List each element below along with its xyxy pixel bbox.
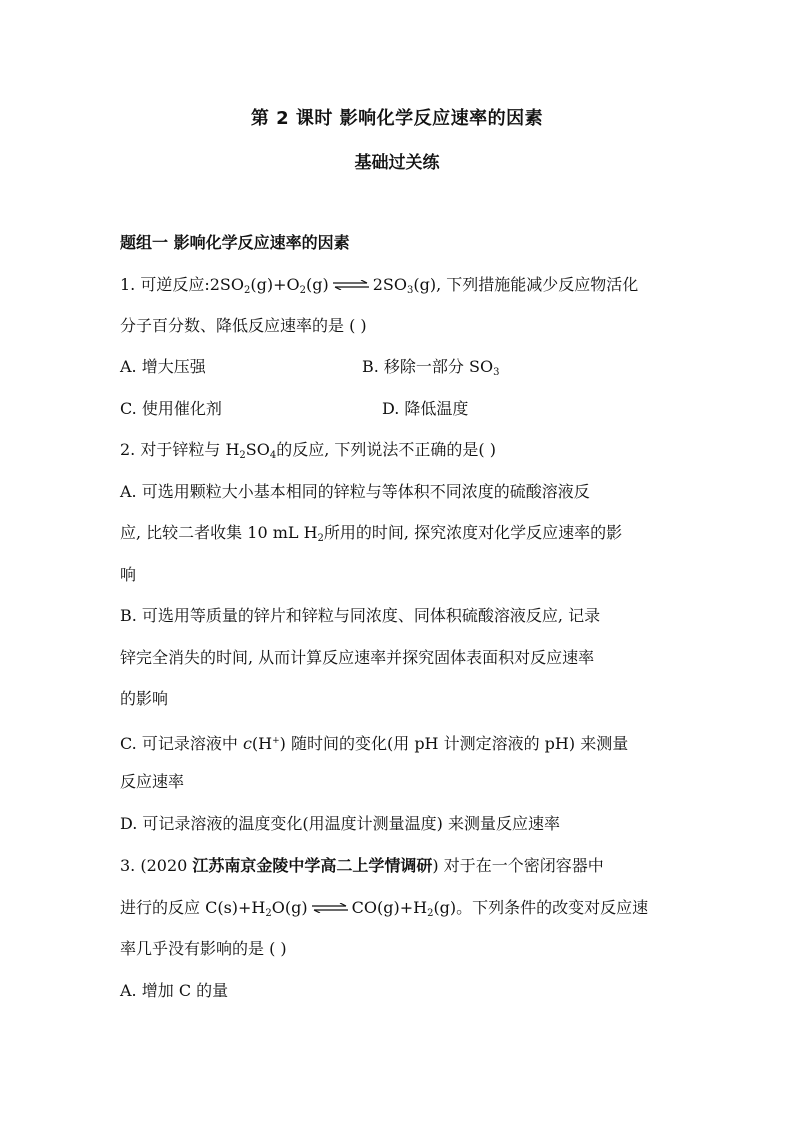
superscript: + [272, 736, 280, 746]
q3-text-part: O(g) [271, 898, 308, 917]
section-heading: 题组一 影响化学反应速率的因素 [120, 233, 350, 252]
page-subtitle: 基础过关练 [354, 153, 440, 173]
q1-option-a: A. 增大压强 [120, 357, 206, 376]
subscript: 2 [317, 533, 324, 544]
q1-stem-line1 [120, 274, 638, 302]
subscript: 3 [493, 367, 500, 378]
q2-text-part: 应, 比较二者收集 10 mL H [120, 523, 318, 542]
q3-source: 江苏南京金陵中学高二上学情调研 [192, 856, 433, 875]
subscript: 2 [244, 285, 251, 296]
subscript: 3 [407, 285, 414, 296]
subscript: 4 [269, 450, 277, 461]
q1-option-d: D. 降低温度 [382, 399, 469, 418]
q3-text-part: ) 对于在一个密闭容器中 [432, 856, 604, 875]
q1-text-part: (g)+O [250, 275, 300, 294]
equilibrium-arrow-icon [311, 905, 349, 913]
q1-text-part: (g) [306, 275, 329, 294]
q1-text-part: 1. 可逆反应:2SO [120, 275, 245, 294]
q2-text-part: (H [251, 734, 273, 753]
q3-stem-line3: 率几乎没有影响的是 ( ) [120, 939, 287, 958]
q2-text-part: 的反应, 下列说法不正确的是( ) [276, 440, 496, 459]
q2-option-a-line2 [120, 522, 622, 550]
q2-option-d: D. 可记录溶液的温度变化(用温度计测量温度) 来测量反应速率 [120, 814, 561, 833]
q2-text-part: 2. 对于锌粒与 H [120, 440, 240, 459]
q1-stem-line2: 分子百分数、降低反应速率的是 ( ) [120, 316, 367, 335]
subscript: 2 [299, 285, 307, 296]
q2-text-part: C. 可记录溶液中 [120, 734, 243, 753]
q1-option-b-text: B. 移除一部分 SO [362, 357, 494, 376]
q2-text-part: ) 随时间的变化(用 pH 计测定溶液的 pH) 来测量 [279, 734, 629, 753]
q2-option-b-line1: B. 可选用等质量的锌片和锌粒与同浓度、同体积硫酸溶液反应, 记录 [120, 606, 601, 625]
q2-option-c-line2: 反应速率 [120, 772, 185, 791]
q1-option-c: C. 使用催化剂 [120, 399, 222, 418]
q2-stem [120, 439, 496, 467]
q1-text-part: (g), 下列措施能减少反应物活化 [413, 275, 639, 294]
q1-text-part: 2SO [372, 275, 408, 294]
q2-option-c-line1 [120, 730, 628, 755]
subscript: 2 [265, 908, 272, 919]
q3-stem-line1 [120, 855, 604, 877]
q2-text-part: SO [245, 440, 270, 459]
q2-option-a-line1: A. 可选用颗粒大小基本相同的锌粒与等体积不同浓度的硫酸溶液反 [120, 482, 590, 501]
q2-text-part: 所用的时间, 探究浓度对化学反应速率的影 [323, 523, 623, 542]
q3-stem-line2 [120, 897, 648, 925]
subscript: 2 [239, 450, 246, 461]
q2-option-b-line3: 的影响 [120, 689, 169, 708]
page-title: 第 2 课时 影响化学反应速率的因素 [250, 108, 544, 129]
q3-option-a: A. 增加 C 的量 [120, 981, 229, 1000]
subscript: 2 [427, 908, 434, 919]
q3-text-part: 进行的反应 C(s)+H [120, 898, 266, 917]
q3-text-part: CO(g)+H [351, 898, 428, 917]
q3-text-part: 3. (2020 [120, 856, 193, 875]
equilibrium-arrow-icon [332, 282, 370, 290]
q2-option-a-line3: 响 [120, 565, 137, 584]
q2-option-b-line2: 锌完全消失的时间, 从而计算反应速率并探究固体表面积对反应速率 [120, 648, 595, 667]
q2-text-part: c [242, 734, 252, 753]
q1-option-b [362, 356, 499, 384]
q3-text-part: (g)。下列条件的改变对反应速 [433, 898, 649, 917]
